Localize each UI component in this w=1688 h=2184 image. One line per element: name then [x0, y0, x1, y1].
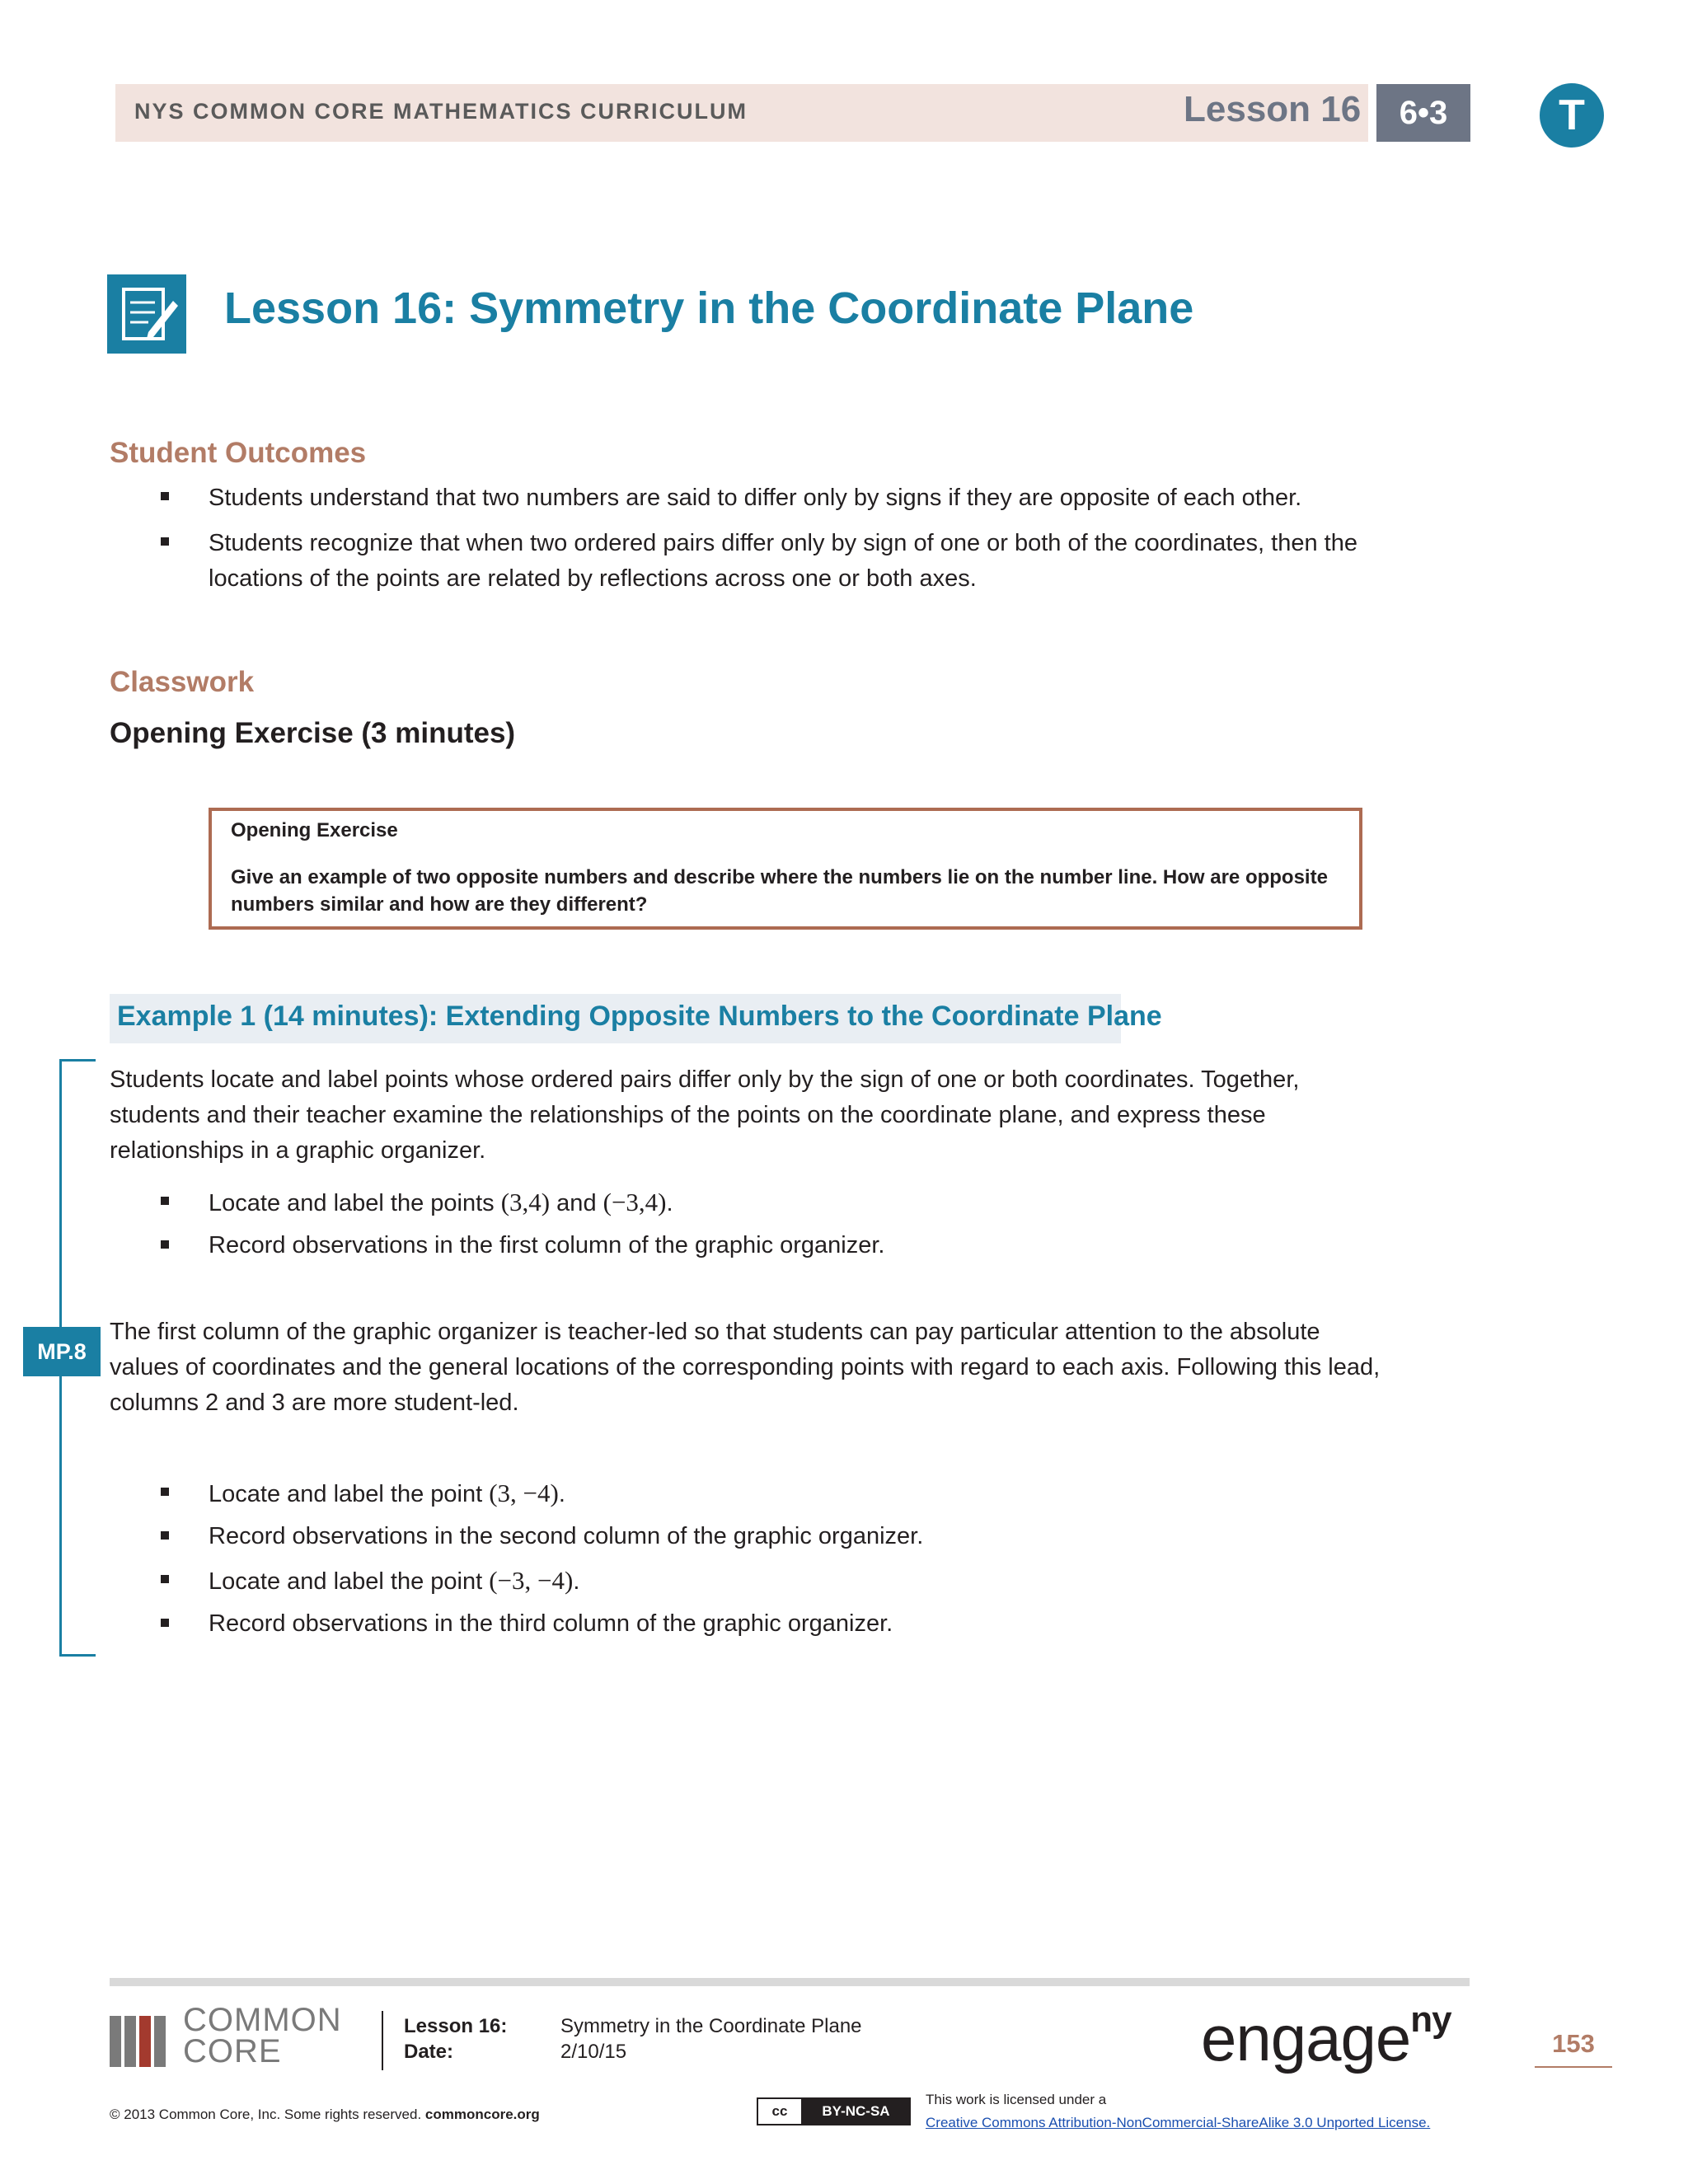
bullet-text: Locate and label the points — [209, 1190, 501, 1216]
copyright — [110, 2107, 540, 2123]
bullet-icon — [161, 1619, 169, 1627]
bullet-text: Locate and label the point — [209, 1481, 490, 1507]
footer-separator — [382, 2011, 383, 2070]
bullet-icon — [161, 492, 169, 500]
bullet-record-second: Record observations in the second column of the graphic organizer. — [209, 1523, 924, 1549]
opening-exercise-heading: Opening Exercise (3 minutes) — [110, 717, 516, 749]
example-intro-line3: relationships in a graphic organizer. — [110, 1137, 486, 1164]
math-point: (−3,4) — [603, 1188, 667, 1216]
bullet-text: Locate and label the point — [209, 1568, 490, 1595]
bullet-text: . — [558, 1481, 565, 1507]
engage-word: engage — [1201, 2002, 1411, 2074]
module-badge: 6•3 — [1376, 84, 1470, 142]
bullet-record-first: Record observations in the first column of the graphic organizer. — [209, 1232, 885, 1258]
page-number-rule — [1535, 2066, 1612, 2068]
outcome-2-line1: Students recognize that when two ordered pairs differ only by sign of one or both of the coordinates, then the — [209, 530, 1357, 556]
lesson-notebook-icon — [107, 274, 186, 354]
copyright-text: © 2013 Common Core, Inc. Some rights reserved. — [110, 2107, 422, 2122]
copyright-site: commoncore.org — [424, 2107, 540, 2122]
example-intro-line2: students and their teacher examine the relationships of the points on the coordinate plane, and express these — [110, 1102, 1266, 1128]
bullet-icon — [161, 1531, 169, 1540]
wordmark-line: CORE — [183, 2033, 282, 2069]
example-intro-line1: Students locate and label points whose ordered pairs differ only by the sign of one or both coordinates. Together, — [110, 1066, 1300, 1093]
cc-license-badge-icon[interactable] — [757, 2097, 911, 2125]
student-outcomes-heading: Student Outcomes — [110, 437, 367, 469]
para2-line3: columns 2 and 3 are more student-led. — [110, 1390, 519, 1416]
header-lesson-label: Lesson 16 — [1184, 89, 1362, 129]
bullet-text: . — [666, 1190, 673, 1216]
bullet-icon — [161, 1575, 169, 1583]
bullet-icon — [161, 537, 169, 546]
classwork-heading: Classwork — [110, 666, 255, 698]
opening-exercise-box-title: Opening Exercise — [231, 819, 398, 841]
bullet-locate-3-neg4 — [209, 1475, 565, 1512]
cc-badge-cc: cc — [758, 2099, 803, 2124]
engage-sup: ny — [1410, 1999, 1451, 2040]
math-point: (3,4) — [500, 1188, 551, 1216]
cc-badge-by: BY-NC-SA — [803, 2099, 909, 2124]
opening-exercise-prompt — [231, 864, 1335, 918]
common-core-wordmark — [183, 2004, 342, 2067]
license-intro: This work is licensed under a — [926, 2092, 1107, 2107]
footer-date-label: Date: — [404, 2041, 454, 2063]
prompt-line: numbers similar and how are they different? — [231, 893, 648, 916]
bullet-locate-3-4 — [209, 1184, 673, 1221]
outcome-1: Students understand that two numbers are said to differ only by signs if they are opposite of each other. — [209, 485, 1302, 511]
teacher-badge-icon: T — [1540, 83, 1604, 148]
engageny-logo — [1201, 2001, 1451, 2076]
para2-line1: The first column of the graphic organizer is teacher-led so that students can pay particular attention to the absolute — [110, 1319, 1320, 1345]
wordmark-line: COMMON — [183, 2002, 342, 2038]
bullet-icon — [161, 1488, 169, 1496]
bullet-text: and — [550, 1190, 603, 1216]
example-1-heading: Example 1 (14 minutes): Extending Opposite Numbers to the Coordinate Plane — [117, 1001, 1162, 1032]
bullet-icon — [161, 1240, 169, 1249]
common-core-logo-icon — [110, 2013, 171, 2067]
curriculum-title: NYS COMMON CORE MATHEMATICS CURRICULUM — [134, 99, 748, 124]
bullet-record-third: Record observations in the third column of the graphic organizer. — [209, 1610, 893, 1637]
mp-tag: MP.8 — [23, 1327, 101, 1376]
bullet-icon — [161, 1197, 169, 1205]
footer-rule — [110, 1978, 1470, 1986]
footer-date-value: 2/10/15 — [560, 2041, 627, 2063]
math-point: (−3, −4) — [489, 1566, 574, 1595]
page-title: Lesson 16: Symmetry in the Coordinate Plane — [224, 284, 1194, 333]
footer-lesson-label: Lesson 16: — [404, 2015, 508, 2037]
page-number: 153 — [1552, 2029, 1595, 2058]
bullet-locate-neg3-neg4 — [209, 1563, 579, 1600]
license-link[interactable]: Creative Commons Attribution-NonCommercial-ShareAlike 3.0 Unported License. — [926, 2115, 1431, 2130]
footer-lesson-value: Symmetry in the Coordinate Plane — [560, 2015, 862, 2037]
prompt-line: Give an example of two opposite numbers and describe where the numbers lie on the number line. How are opposite — [231, 866, 1328, 888]
outcome-2-line2: locations of the points are related by reflections across one or both axes. — [209, 565, 977, 592]
para2-line2: values of coordinates and the general locations of the corresponding points with regard to each axis. Following this lead, — [110, 1354, 1381, 1380]
math-point: (3, −4) — [489, 1479, 559, 1507]
bullet-text: . — [573, 1568, 580, 1595]
